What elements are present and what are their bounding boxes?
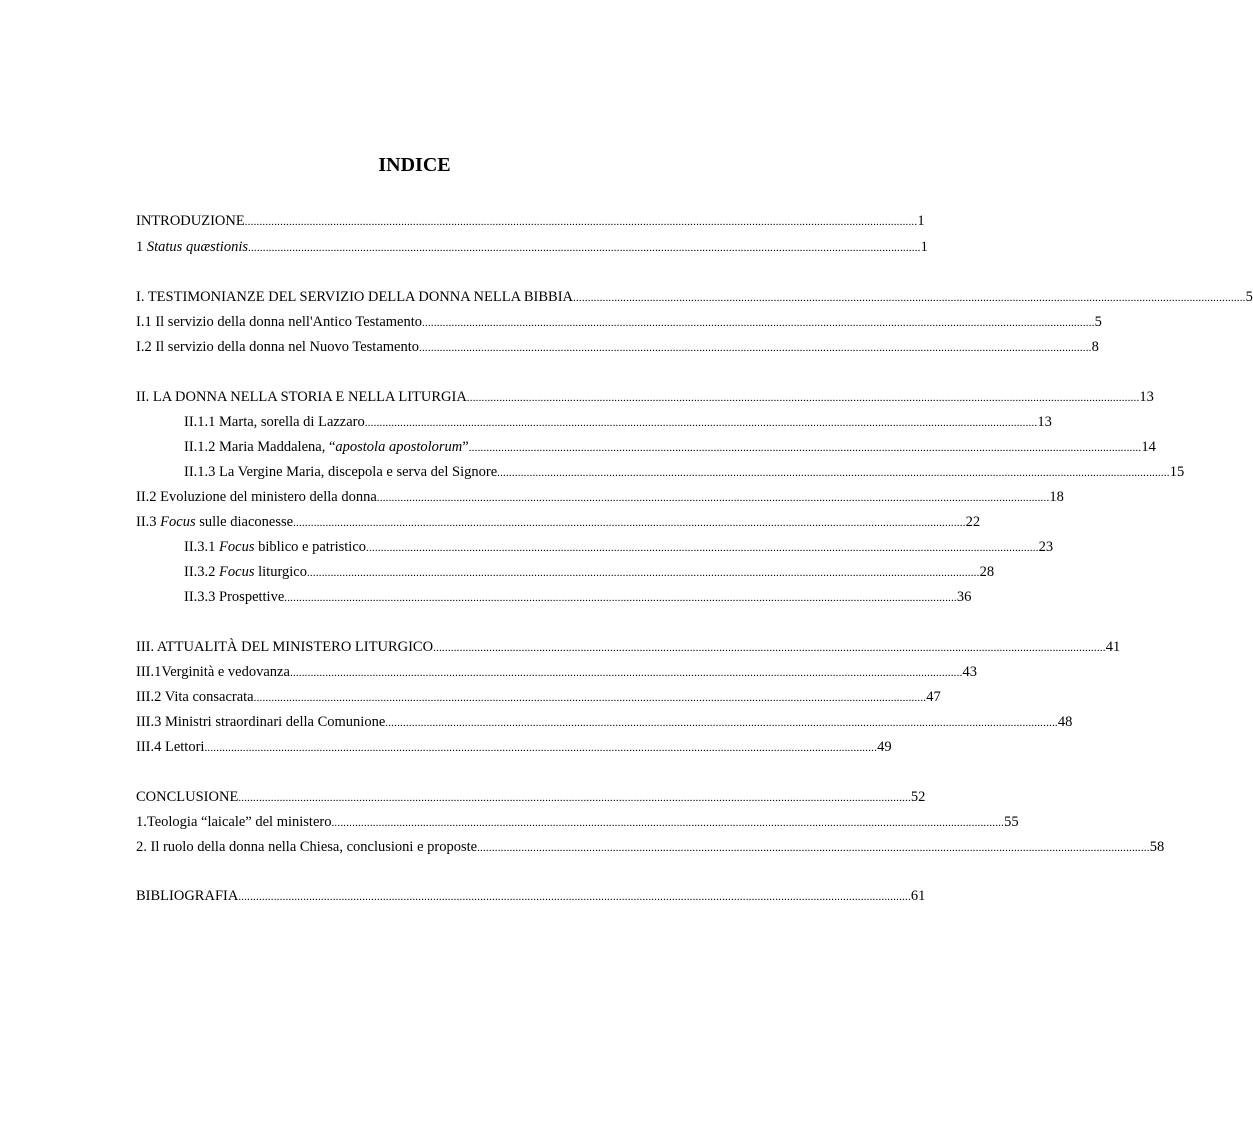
toc-entry-label: I.2 Il servizio della donna nel Nuovo Testamento: [136, 339, 420, 355]
toc-entry-section-2-3-1[interactable]: [184, 537, 1054, 557]
toc-entry-label: III.4 Lettori: [136, 739, 205, 755]
toc-entry-label: III.1Verginità e vedovanza: [136, 664, 290, 680]
toc-entry-section-2-1-2[interactable]: [184, 437, 1156, 457]
toc-entry-label: III.3 Ministri straordinari della Comunione: [136, 714, 386, 730]
toc-entry-label: II.1.2 Maria Maddalena, “apostola apostolorum”: [184, 439, 469, 455]
toc-entry-page: 18: [1049, 489, 1064, 505]
toc-entry-section-3-1[interactable]: [136, 662, 978, 682]
toc-entry-section-2-3-2[interactable]: [184, 562, 995, 582]
dot-leader: ....................................................................................................................................................................................................................................: [289, 667, 963, 679]
dot-leader: ....................................................................................................................................................................................................................................: [468, 442, 1142, 454]
toc-entry-section-2-3-3[interactable]: [184, 587, 972, 607]
toc-entry-page: 23: [1038, 539, 1054, 555]
toc-entry-label: I.1 Il servizio della donna nell'Antico Testamento: [136, 314, 423, 330]
toc-entry-page: 1: [917, 213, 925, 229]
toc-entry-label: II.3.2 Focus liturgico: [184, 564, 307, 580]
dot-leader: ....................................................................................................................................................................................................................................: [366, 542, 1039, 554]
toc-entry-page: 1: [920, 239, 928, 255]
page-title: INDICE: [378, 154, 451, 176]
toc-entry-chapter-3[interactable]: [136, 637, 1121, 657]
dot-leader: ....................................................................................................................................................................................................................................: [573, 292, 1246, 304]
dot-leader: ....................................................................................................................................................................................................................................: [385, 717, 1058, 729]
toc-entry-page: 13: [1139, 389, 1154, 405]
toc-entry-label: BIBLIOGRAFIA: [136, 888, 239, 904]
dot-leader: ....................................................................................................................................................................................................................................: [419, 342, 1092, 354]
dot-leader: ....................................................................................................................................................................................................................................: [331, 817, 1005, 829]
toc-entry-page: 52: [910, 789, 926, 805]
toc-entry-section-1-2[interactable]: [136, 337, 1099, 357]
toc-entry-label: 1.Teologia “laicale” del ministero: [136, 814, 332, 830]
toc-entry-section-3-2[interactable]: [136, 687, 941, 707]
toc-entry-section-2-1-1[interactable]: [184, 412, 1052, 432]
toc-entry-label: II. LA DONNA NELLA STORIA E NELLA LITURGIA: [136, 389, 467, 405]
toc-entry-conclusione[interactable]: [136, 787, 926, 807]
toc-entry-label: III.2 Vita consacrata: [136, 689, 254, 705]
toc-entry-page: 43: [962, 664, 978, 680]
toc-entry-label: III. ATTUALITÀ DEL MINISTERO LITURGICO: [136, 639, 434, 655]
toc-entry-label: II.2 Evoluzione del ministero della donna: [136, 489, 377, 505]
dot-leader: ....................................................................................................................................................................................................................................: [244, 216, 918, 228]
dot-leader: ....................................................................................................................................................................................................................................: [293, 517, 966, 529]
dot-leader: ....................................................................................................................................................................................................................................: [306, 567, 980, 579]
toc-entry-page: 5: [1245, 289, 1253, 305]
dot-leader: ....................................................................................................................................................................................................................................: [204, 742, 878, 754]
toc-entry-page: 8: [1091, 339, 1099, 355]
dot-leader: ....................................................................................................................................................................................................................................: [248, 242, 921, 254]
toc-entry-section-2-3[interactable]: [136, 512, 981, 532]
toc-entry-page: 15: [1169, 464, 1185, 480]
toc-entry-page: 55: [1004, 814, 1019, 830]
dot-leader: ....................................................................................................................................................................................................................................: [253, 692, 927, 704]
toc-entry-section-2-2[interactable]: [136, 487, 1064, 507]
toc-entry-page: 61: [910, 888, 926, 904]
dot-leader: ....................................................................................................................................................................................................................................: [422, 317, 1095, 329]
toc-entry-label: CONCLUSIONE: [136, 789, 239, 805]
toc-entry-label: II.3.3 Prospettive: [184, 589, 285, 605]
dot-leader: ....................................................................................................................................................................................................................................: [284, 592, 957, 604]
toc-entry-introduzione[interactable]: [136, 211, 925, 231]
toc-entry-label: II.1.3 La Vergine Maria, discepola e serva del Signore: [184, 464, 498, 480]
dot-leader: ....................................................................................................................................................................................................................................: [238, 792, 911, 804]
toc-entry-conclusione-2[interactable]: [136, 837, 1165, 857]
toc-entry-page: 41: [1105, 639, 1121, 655]
toc-entry-label: II.3 Focus sulle diaconesse: [136, 514, 294, 530]
toc-entry-label: II.3.1 Focus biblico e patristico: [184, 539, 367, 555]
toc-entry-page: 14: [1141, 439, 1156, 455]
dot-leader: ....................................................................................................................................................................................................................................: [238, 891, 911, 903]
toc-entry-page: 58: [1149, 839, 1165, 855]
toc-entry-section-2-1-3[interactable]: [184, 462, 1185, 482]
toc-entry-section-3-3[interactable]: [136, 712, 1073, 732]
toc-entry-status-quaestionis[interactable]: [136, 237, 928, 257]
toc-entry-label: I. TESTIMONIANZE DEL SERVIZIO DELLA DONNA NELLA BIBBIA: [136, 289, 574, 305]
toc-entry-chapter-2[interactable]: [136, 387, 1154, 407]
dot-leader: ....................................................................................................................................................................................................................................: [376, 492, 1050, 504]
dot-leader: ....................................................................................................................................................................................................................................: [477, 842, 1150, 854]
toc-entry-bibliografia[interactable]: [136, 886, 926, 906]
toc-entry-section-3-4[interactable]: [136, 737, 892, 757]
dot-leader: ....................................................................................................................................................................................................................................: [497, 467, 1170, 479]
dot-leader: ....................................................................................................................................................................................................................................: [364, 417, 1038, 429]
toc-entry-page: 49: [877, 739, 892, 755]
toc-entry-page: 28: [979, 564, 995, 580]
toc-entry-label: INTRODUZIONE: [136, 213, 245, 229]
toc-entry-page: 22: [965, 514, 981, 530]
toc-entry-page: 36: [956, 589, 972, 605]
toc-entry-chapter-1[interactable]: [136, 287, 1253, 307]
toc-entry-label: 2. Il ruolo della donna nella Chiesa, conclusioni e proposte: [136, 839, 478, 855]
toc-entry-page: 13: [1037, 414, 1052, 430]
toc-entry-page: 5: [1094, 314, 1102, 330]
toc-entry-page: 47: [926, 689, 941, 705]
toc-entry-label: II.1.1 Marta, sorella di Lazzaro: [184, 414, 365, 430]
toc-entry-conclusione-1[interactable]: [136, 812, 1019, 832]
dot-leader: ....................................................................................................................................................................................................................................: [466, 392, 1140, 404]
toc-entry-page: 48: [1057, 714, 1073, 730]
toc-entry-label: 1 Status quæstionis: [136, 239, 248, 255]
dot-leader: ....................................................................................................................................................................................................................................: [433, 642, 1106, 654]
toc-entry-section-1-1[interactable]: [136, 312, 1102, 332]
